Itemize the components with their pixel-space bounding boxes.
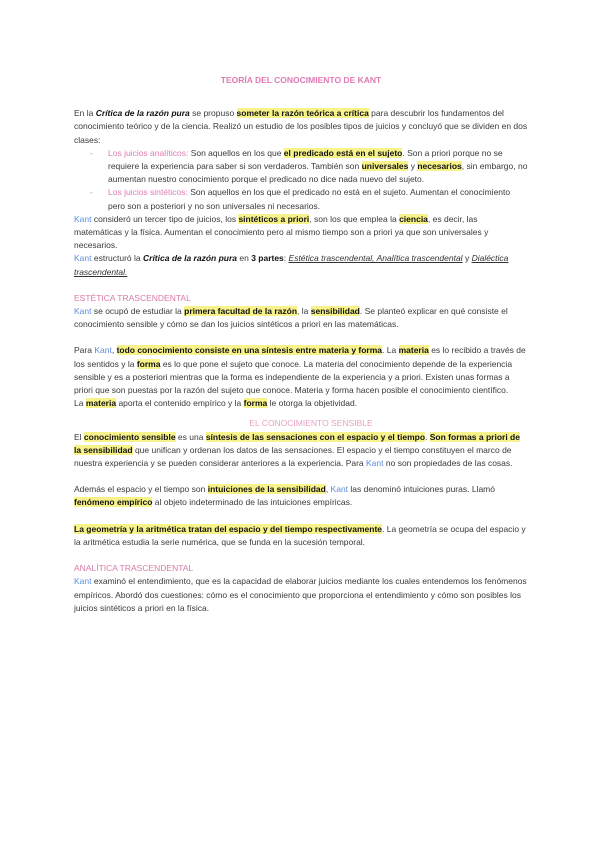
highlight: La geometría y la aritmética tratan del espacio y del tiempo respectivamente [74,523,383,534]
paragraph [74,431,528,471]
underlined-text: Dialéctica trascendental. [74,253,509,277]
text: : [283,253,289,264]
list-item [108,186,528,212]
kant-name: Kant [74,576,92,587]
text: es una [175,431,206,442]
work-title: Crítica de la razón pura [143,253,237,264]
text: , son los que emplea la [309,213,400,224]
text: y [408,161,418,172]
paragraph [74,344,528,397]
text: es lo recibido a través de los sentidos y la [74,345,526,369]
text: , la [297,306,311,317]
text: y [462,253,472,264]
kant-name: Kant [94,345,112,356]
text: , [325,484,331,495]
highlight: intuiciones de la sensibilidad [207,484,326,495]
section-heading-estetica: ESTÉTICA TRASCENDENTAL [74,292,191,303]
highlight: primera facultad de la razón [184,306,298,317]
highlight: fenómeno empírico [74,497,153,508]
intro-paragraph [74,107,528,147]
paragraph [74,575,528,615]
subsection-heading-conocimiento-sensible: EL CONOCIMIENTO SENSIBLE [249,418,373,429]
highlight: ciencia [399,213,428,224]
text: . Son a priori porque no se requiere la experiencia para saber si son verdaderos. También son [108,147,503,172]
list-item [108,147,528,187]
text: consideró un tercer tipo de juicios, los [91,213,239,224]
text: . La [382,345,399,356]
highlight: sensibilidad [310,306,360,317]
bold-text: 3 partes [251,253,284,264]
text: que unifican y ordenan los datos de las sensaciones. El espacio y el tiempo constituyen el marco de nuestra experiencia y se pueden considerar anteriores a la experiencia. Para [74,444,512,469]
text: se propuso [189,108,237,119]
paragraph [74,252,528,278]
highlight: sintéticos a priori [238,213,310,224]
kant-name: Kant [74,253,92,264]
kant-name: Kant [366,458,384,469]
paragraph [74,213,528,253]
list-item-label: Los juicios sintéticos: [108,187,188,198]
paragraph [74,523,528,549]
text: le otorga la objetividad. [267,398,358,409]
highlight: forma [243,398,268,409]
highlight: Son formas a priori de la sensibilidad [74,431,520,455]
text: La [74,398,86,409]
text: , es decir, las matemáticas y la física. Aumentan el conocimiento pero al mismo tiempo son a priori ya que son universales y necesarios. [74,213,489,251]
text: En la [74,108,96,119]
page-title: TEORÍA DEL CONOCIMIENTO DE KANT [220,75,382,85]
text: no son propiedades de las cosas. [383,458,513,469]
list-item-label: Los juicios analíticos: [108,147,189,158]
text: . Se planteó explicar en qué consiste el conocimiento sensible y cómo se dan los juicios sintéticos a priori en las matemáticas. [74,306,508,330]
text: Además el espacio y el tiempo son [74,484,208,495]
paragraph [74,305,528,331]
highlight: el predicado está en el sujeto [283,147,403,158]
text: al objeto indeterminado de las intuiciones empíricas. [152,497,353,508]
text: Para [74,345,95,356]
text: . La geometría se ocupa del espacio y la aritmética estudia la serie numérica, que se funda en la sucesión temporal. [74,523,526,547]
highlight: forma [136,358,161,369]
work-title: Crítica de la razón pura [95,108,190,119]
kant-name: Kant [74,306,92,317]
text: estructuró la [91,253,143,264]
section-heading-analitica: ANALÍTICA TRASCENDENTAL [74,563,194,574]
highlight: conocimiento sensible [83,431,176,442]
text: se ocupó de estudiar la [91,306,185,317]
highlight: necesarios [417,161,462,172]
text: . [425,431,430,442]
kant-name: Kant [330,484,349,495]
highlight: todo conocimiento consiste en una síntesis entre materia y forma [116,345,383,356]
highlight: materia [398,345,429,356]
text: , sin embargo, no aumentan nuestro conocimiento porque el predicado no dice nada nuevo del sujeto. [108,161,528,185]
text: El [74,431,84,442]
text: examinó el entendimiento, que es la capacidad de elaborar juicios mediante los cuales entendemos los fenómenos empíricos. Abordó dos cuestiones: cómo es el conocimiento que proporciona el entendimiento y cómo son posibles los juicios sintéticos a priori en la física. [74,576,527,613]
text: las denominó intuiciones puras. Llamó [348,484,495,495]
text: , [111,345,117,356]
text: en [237,253,252,264]
text: Son aquellos en los que el predicado no está en el sujeto. Aumentan el conocimiento pero son a posteriori y no son universales ni necesarios. [108,187,511,211]
paragraph [74,483,528,509]
underlined-text: Estética trascendental, Analítica trascendental [288,253,463,264]
text: aporta el contenido empírico y la [116,398,244,409]
judgment-list [74,147,528,213]
highlight: universales [361,161,409,172]
text: es lo que pone el sujeto que conoce. La materia del conocimiento depende de la experiencia sensible y es a posteriori mientras que la forma es independiente de la experiencia y a priori. Existen unas formas a priori que son puestas por la razón del sujeto que conoce. Materia y forma hacen posible el conocimiento científico. [74,358,513,396]
paragraph [74,397,528,410]
highlight: síntesis de las sensaciones con el espacio y el tiempo [205,431,426,442]
text: Son aquellos en los que [188,147,284,158]
highlight: materia [85,398,117,409]
text: para descubrir los fundamentos del conocimiento teórico y de la ciencia. Realizó un estudio de los posibles tipos de juicios y concluyó que se dividen en dos clases: [74,108,528,145]
kant-name: Kant [74,213,92,224]
highlight: someter la razón teórica a crítica [236,108,369,119]
